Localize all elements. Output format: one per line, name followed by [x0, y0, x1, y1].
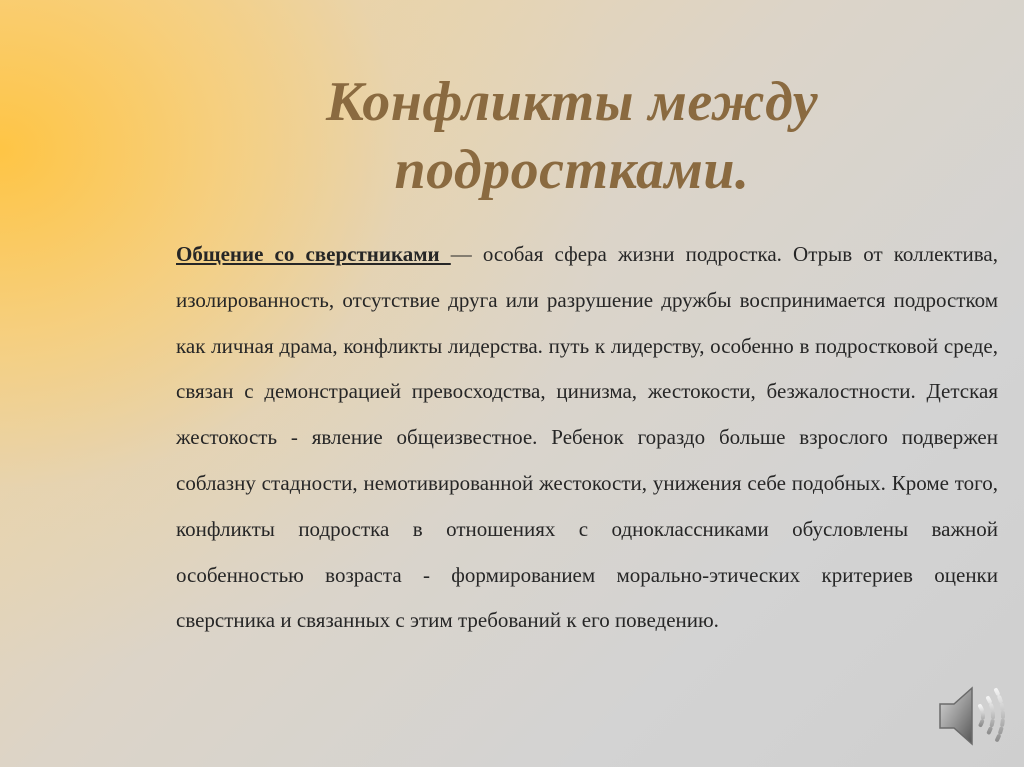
title-line-1: Конфликты между	[325, 70, 819, 133]
body-paragraph	[176, 232, 998, 644]
title-line-2: подростками.	[394, 138, 750, 201]
slide-title	[0, 68, 1024, 204]
lead-term: Общение со сверстниками	[176, 242, 451, 266]
speaker-sound-icon[interactable]	[936, 682, 1008, 750]
paragraph-text: — особая сфера жизни подростка. Отрыв от коллектива, изолированность, отсутствие друга или разрушение дружбы воспринимается подростком как личная драма, конфликты лидерства. путь к лидерству, особенно в подростковой среде, связан с демонстрацией превосходства, цинизма, жестокости, безжалостности. Детская жестокость - явление общеизвестное. Ребенок гораздо больше взрослого подвержен соблазну стадности, немотивированной жестокости, унижения себе подобных. Кроме того, конфликты подростка в отношениях с одноклассниками обусловлены важной особенностью возраста - формированием морально-этических критериев оценки сверстника и связанных с этим требований к его поведению.	[176, 242, 998, 633]
